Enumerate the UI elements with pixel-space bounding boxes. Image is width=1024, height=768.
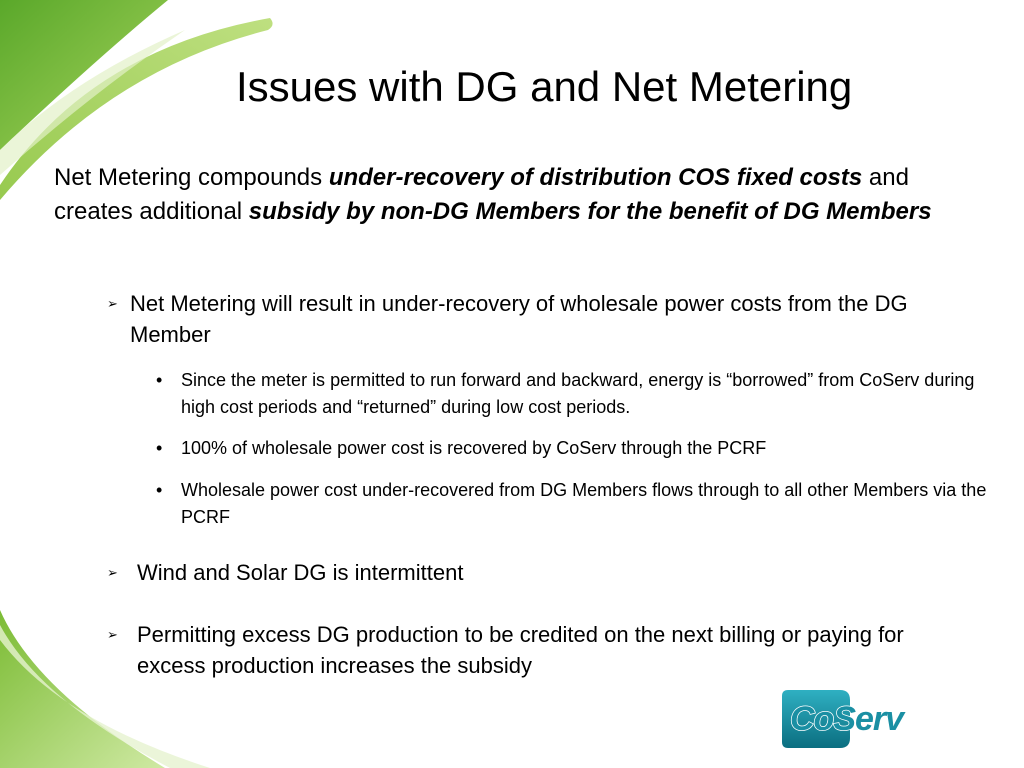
- round-bullet: •: [156, 438, 163, 458]
- round-bullet: •: [156, 370, 163, 390]
- intro-text-1: Net Metering compounds: [54, 164, 329, 191]
- intro-emphasis-1: under-recovery of distribution COS fixed costs: [328, 164, 863, 191]
- bullet-text: Permitting excess DG production to be credited on the next billing or paying for excess production increases the subsidy: [137, 622, 904, 678]
- sub-bullet-text: Wholesale power cost under-recovered from DG Members flows through to all other Members via the PCRF: [181, 480, 987, 527]
- sub-bullet-text: 100% of wholesale power cost is recovered by CoServ through the PCRF: [181, 438, 767, 458]
- sub-bullet-under-recovered: [156, 477, 991, 531]
- arrow-bullet-icon: ➢: [107, 296, 118, 311]
- logo-wordmark: CoServ: [790, 700, 904, 738]
- intro-emphasis-2: subsidy by non-DG Members for the benefit of DG Members: [248, 198, 932, 225]
- bullet-text: Wind and Solar DG is intermittent: [137, 560, 464, 585]
- slide-title: Issues with DG and Net Metering: [236, 63, 853, 110]
- coserv-logo: [780, 686, 940, 752]
- bullet-net-metering: [107, 288, 960, 350]
- round-bullet: •: [156, 480, 163, 500]
- sub-bullet-borrowed-energy: [156, 367, 991, 421]
- arrow-bullet-icon: ➢: [107, 627, 118, 642]
- intro-paragraph: [54, 161, 954, 229]
- arrow-bullet-icon: ➢: [107, 565, 118, 580]
- bullet-excess-production: [107, 619, 937, 681]
- intro-text-2: and creates additional: [54, 164, 909, 225]
- sub-bullet-pcrf-recovery: [156, 435, 991, 462]
- bullet-intermittent: [107, 557, 957, 588]
- bullet-text: Net Metering will result in under-recovery of wholesale power costs from the DG Member: [130, 291, 908, 347]
- sub-bullet-text: Since the meter is permitted to run forward and backward, energy is “borrowed” from CoServ during high cost periods and “returned” during low cost periods.: [181, 370, 975, 417]
